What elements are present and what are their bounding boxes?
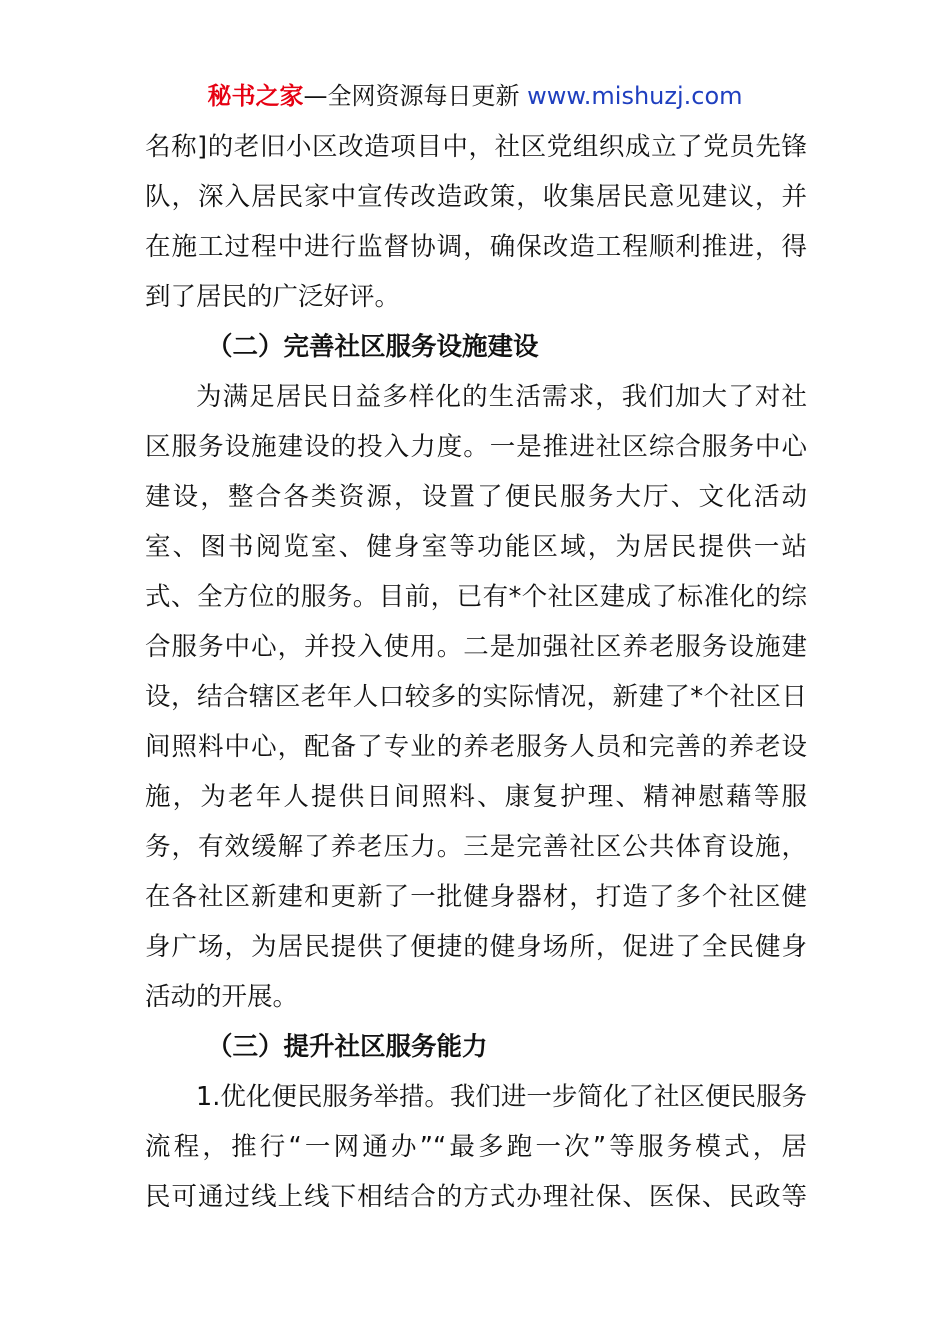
- text-line: 式、全方位的服务。目前，已有*个社区建成了标准化的综: [145, 582, 807, 612]
- text-line: 室、图书阅览室、健身室等功能区域，为居民提供一站: [145, 532, 807, 562]
- text-line: 名称]的老旧小区改造项目中，社区党组织成立了党员先锋: [145, 132, 807, 162]
- text-line: 1.优化便民服务举措。我们进一步简化了社区便民服务: [196, 1082, 807, 1112]
- text-line: 队，深入居民家中宣传改造政策，收集居民意见建议，并: [145, 182, 807, 212]
- site-tagline: —全网资源每日更新: [303, 82, 528, 110]
- text-line: 民可通过线上线下相结合的方式办理社保、医保、民政等: [145, 1182, 807, 1212]
- section-heading: （二）完善社区服务设施建设: [207, 332, 539, 362]
- text-line: 设，结合辖区老年人口较多的实际情况，新建了*个社区日: [145, 682, 807, 712]
- site-brand: 秘书之家: [207, 82, 304, 110]
- text-line: 活动的开展。: [145, 982, 299, 1012]
- text-line: 施，为老年人提供日间照料、康复护理、精神慰藉等服: [145, 782, 807, 812]
- site-header: [0, 78, 950, 114]
- text-line: 务，有效缓解了养老压力。三是完善社区公共体育设施，: [145, 832, 807, 862]
- text-line: 身广场，为居民提供了便捷的健身场所，促进了全民健身: [145, 932, 807, 962]
- site-url-link[interactable]: www.mishuzj.com: [527, 82, 743, 110]
- text-line: 到了居民的广泛好评。: [145, 282, 401, 312]
- text-line: 在各社区新建和更新了一批健身器材，打造了多个社区健: [145, 882, 807, 912]
- document-body: [145, 122, 807, 1222]
- text-line: 合服务中心，并投入使用。二是加强社区养老服务设施建: [145, 632, 807, 662]
- text-line: 区服务设施建设的投入力度。一是推进社区综合服务中心: [145, 432, 807, 462]
- text-line: 为满足居民日益多样化的生活需求，我们加大了对社: [196, 382, 807, 412]
- text-line: 间照料中心，配备了专业的养老服务人员和完善的养老设: [145, 732, 807, 762]
- text-line: 在施工过程中进行监督协调，确保改造工程顺利推进，得: [145, 232, 807, 262]
- text-line: 流程，推行“一网通办”“最多跑一次”等服务模式，居: [145, 1132, 807, 1162]
- section-heading: （三）提升社区服务能力: [207, 1032, 488, 1062]
- text-line: 建设，整合各类资源，设置了便民服务大厅、文化活动: [145, 482, 807, 512]
